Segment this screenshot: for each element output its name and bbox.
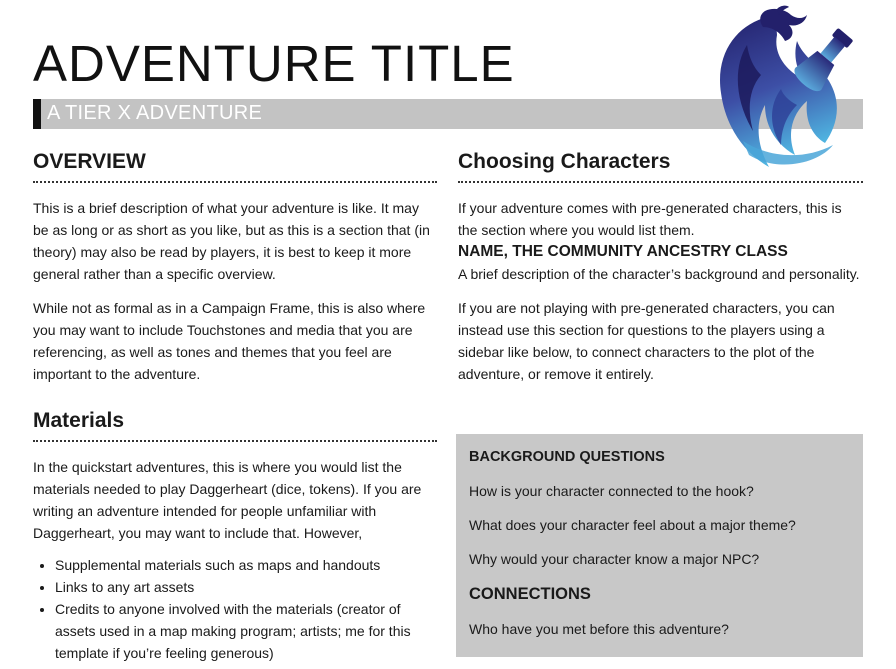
tier-subtitle: A TIER X ADVENTURE: [47, 102, 263, 124]
list-item: • Supplemental materials such as maps and handouts: [55, 554, 437, 576]
background-questions-heading: BACKGROUND QUESTIONS: [469, 449, 665, 465]
overview-heading: OVERVIEW: [33, 148, 437, 183]
left-column: [33, 148, 437, 664]
background-questions-sidebar: [456, 434, 863, 657]
background-question: What does your character feel about a major theme?: [469, 517, 796, 533]
character-description: A brief description of the character’s background and personality.: [458, 266, 860, 282]
overview-paragraph-2: While not as formal as in a Campaign Frame, this is also where you may want to include Touchstones and media that you are referencing, as well as tones and themes that you feel are important to the adventure.: [33, 300, 426, 382]
choosing-characters-heading: Choosing Characters: [458, 148, 863, 183]
list-item: • Credits to anyone involved with the materials (creator of assets used in a map making program; artists; me for this template if you’re feeling generous): [55, 598, 437, 664]
materials-heading: Materials: [33, 407, 437, 442]
list-item: • Links to any art assets: [55, 576, 437, 598]
tier-banner-accent: [33, 99, 41, 129]
connections-question: Who have you met before this adventure?: [469, 621, 729, 637]
connections-heading: CONNECTIONS: [469, 585, 591, 603]
choosing-paragraph-3: If you are not playing with pre-generated characters, you can instead use this section for questions to the players using a sidebar like below, to connect characters to the plot of the adventure, or remove it entirely.: [458, 300, 835, 382]
materials-paragraph: In the quickstart adventures, this is where you would list the materials needed to play Daggerheart (dice, tokens). If you are writing an adventure intended for people unfamiliar with Daggerheart, you may want to include that. However,: [33, 459, 422, 541]
choosing-paragraph-1: If your adventure comes with pre-generated characters, this is the section where you would list them.: [458, 200, 842, 238]
background-question: Why would your character know a major NPC?: [469, 551, 760, 567]
adventure-title: ADVENTURE TITLE: [33, 35, 515, 92]
overview-paragraph-1: This is a brief description of what your adventure is like. It may be as long or as short as you like, but as this is a section that (in theory) may also be read by players, it is best to keep it more general rather than a specific overview.: [33, 200, 430, 282]
materials-list: [33, 554, 437, 664]
character-name-subheading: NAME, THE COMMUNITY ANCESTRY CLASS: [458, 243, 788, 260]
right-column: [458, 148, 863, 385]
background-question: How is your character connected to the hook?: [469, 483, 754, 499]
